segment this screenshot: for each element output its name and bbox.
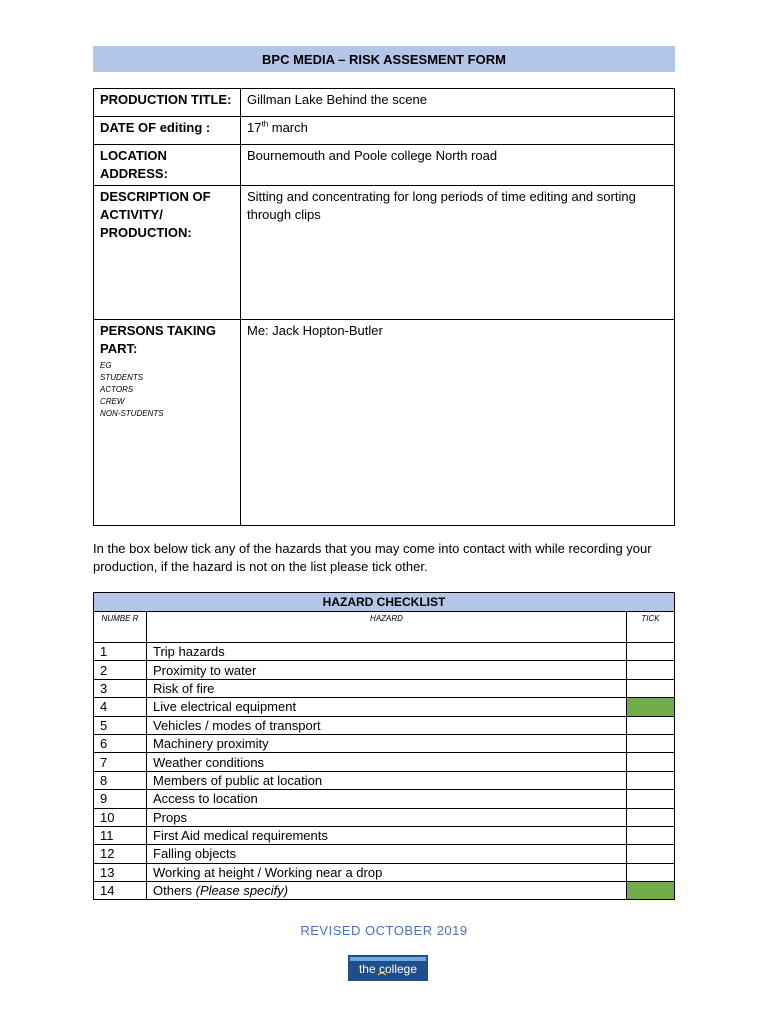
description-value: Sitting and concentrating for long periods of time editing and sorting through clips <box>241 186 675 320</box>
hazard-label: Machinery proximity <box>153 736 269 752</box>
hazard-row <box>94 863 675 881</box>
hazard-label: Falling objects <box>153 846 237 862</box>
hazard-number: 6 <box>94 734 147 752</box>
hazard-number: 3 <box>94 679 147 697</box>
hazard-name <box>147 826 627 844</box>
logo-stripe <box>350 957 426 961</box>
hazard-tick-checkbox[interactable] <box>627 661 675 679</box>
instructions-text: In the box below tick any of the hazards that you may come into contact with while recording your production, if the hazard is not on the list please tick other. <box>93 541 652 574</box>
hazard-name <box>147 679 627 697</box>
hazard-row <box>94 661 675 679</box>
hazard-row <box>94 679 675 697</box>
hazard-row <box>94 845 675 863</box>
location-label: LOCATION ADDRESS: <box>94 145 241 186</box>
hazard-name <box>147 845 627 863</box>
date-label: DATE OF editing : <box>94 117 241 145</box>
date-suffix: th <box>261 119 269 129</box>
hazard-tick-checkbox[interactable] <box>627 698 675 716</box>
hazard-number: 12 <box>94 845 147 863</box>
hazard-number: 10 <box>94 808 147 826</box>
persons-label: PERSONS TAKING PART: <box>100 323 217 356</box>
description-row <box>94 186 675 320</box>
college-logo <box>348 955 428 981</box>
hazard-label: Access to location <box>153 791 258 807</box>
hazard-label: Members of public at location <box>153 772 323 788</box>
persons-example: NON-STUDENTS <box>100 409 164 418</box>
production-title-value: Gillman Lake Behind the scene <box>241 89 675 117</box>
persons-examples <box>100 360 234 420</box>
production-info-table <box>93 88 675 526</box>
production-title-row <box>94 89 675 117</box>
hazard-tick-checkbox[interactable] <box>627 753 675 771</box>
hazard-name <box>147 698 627 716</box>
hazard-label: Proximity to water <box>153 662 257 678</box>
hazard-tick-checkbox[interactable] <box>627 845 675 863</box>
hazard-tick-checkbox[interactable] <box>627 716 675 734</box>
hazard-name <box>147 643 627 661</box>
hazard-label: Working at height / Working near a drop <box>153 864 383 880</box>
persons-example: STUDENTS <box>100 373 144 382</box>
date-day: 17 <box>247 120 262 135</box>
persons-example: CREW <box>100 397 125 406</box>
hazard-number: 13 <box>94 863 147 881</box>
hazard-number: 5 <box>94 716 147 734</box>
hazard-name <box>147 753 627 771</box>
hazard-name <box>147 882 627 900</box>
hazard-label: First Aid medical requirements <box>153 828 328 844</box>
hazard-row <box>94 753 675 771</box>
hazard-row <box>94 790 675 808</box>
persons-cell <box>94 320 241 526</box>
col-hazard-header: HAZARD <box>147 612 627 643</box>
col-tick-header: TICK <box>627 612 675 643</box>
hazard-tick-checkbox[interactable] <box>627 863 675 881</box>
hazard-label: Weather conditions <box>153 754 265 770</box>
location-row <box>94 145 675 186</box>
persons-example: ACTORS <box>100 385 134 394</box>
hazard-row <box>94 698 675 716</box>
location-value: Bournemouth and Poole college North road <box>241 145 675 186</box>
hazard-number: 9 <box>94 790 147 808</box>
hazard-number: 8 <box>94 771 147 789</box>
date-value <box>241 117 675 145</box>
description-label: DESCRIPTION OF ACTIVITY/ PRODUCTION: <box>94 186 241 320</box>
hazard-name <box>147 808 627 826</box>
hazard-row <box>94 716 675 734</box>
hazard-tick-checkbox[interactable] <box>627 826 675 844</box>
col-number-header: NUMBE R <box>94 612 147 643</box>
hazard-rows <box>94 643 675 900</box>
hazard-name <box>147 734 627 752</box>
hazard-tick-checkbox[interactable] <box>627 734 675 752</box>
hazard-label: Risk of fire <box>153 680 215 696</box>
revised-date: REVISED OCTOBER 2019 <box>300 923 468 938</box>
persons-example: EG <box>100 361 112 370</box>
hazard-row <box>94 643 675 661</box>
persons-value: Me: Jack Hopton-Butler <box>241 320 675 526</box>
hazard-row <box>94 826 675 844</box>
hazard-row <box>94 771 675 789</box>
production-title-label: PRODUCTION TITLE: <box>94 89 241 117</box>
hazard-label: Others <box>153 883 193 899</box>
date-row <box>94 117 675 145</box>
date-month: march <box>268 120 308 135</box>
hazard-name <box>147 661 627 679</box>
hazard-name <box>147 790 627 808</box>
hazard-label: Props <box>153 809 187 825</box>
hazard-number: 7 <box>94 753 147 771</box>
hazard-tick-checkbox[interactable] <box>627 882 675 900</box>
hazard-number: 14 <box>94 882 147 900</box>
hazard-checklist-title: HAZARD CHECKLIST <box>94 593 675 612</box>
hazard-number: 11 <box>94 826 147 844</box>
hazard-note: (Please specify) <box>195 883 289 899</box>
hazard-number: 4 <box>94 698 147 716</box>
hazard-number: 1 <box>94 643 147 661</box>
form-title: BPC MEDIA – RISK ASSESMENT FORM <box>93 46 675 72</box>
hazard-row <box>94 734 675 752</box>
hazard-tick-checkbox[interactable] <box>627 679 675 697</box>
hazard-row <box>94 808 675 826</box>
hazard-tick-checkbox[interactable] <box>627 643 675 661</box>
hazard-name <box>147 716 627 734</box>
hazard-label: Live electrical equipment <box>153 699 297 715</box>
hazard-row <box>94 882 675 900</box>
hazard-tick-checkbox[interactable] <box>627 771 675 789</box>
hazard-checklist-table <box>93 592 675 900</box>
hazard-name <box>147 771 627 789</box>
hazard-name <box>147 863 627 881</box>
hazard-number: 2 <box>94 661 147 679</box>
hazard-label: Vehicles / modes of transport <box>153 717 321 733</box>
logo-text: the college <box>358 962 418 976</box>
hazard-tick-checkbox[interactable] <box>627 790 675 808</box>
hazard-tick-checkbox[interactable] <box>627 808 675 826</box>
hazard-label: Trip hazards <box>153 644 225 660</box>
persons-row <box>94 320 675 526</box>
